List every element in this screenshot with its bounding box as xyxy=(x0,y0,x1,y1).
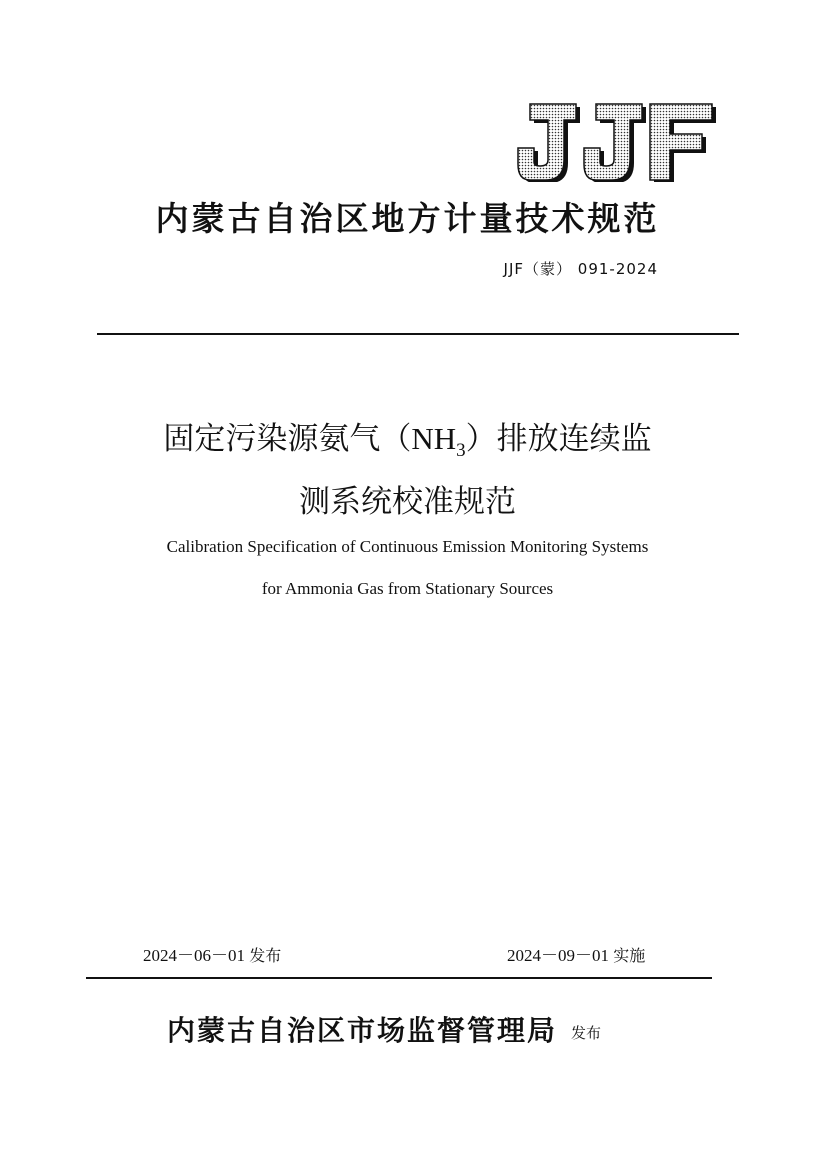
bottom-divider xyxy=(86,977,712,979)
issue-date-label: 发布 xyxy=(249,946,282,965)
implementation-date xyxy=(507,941,645,966)
document-title-en-line1: Calibration Specification of Continuous Emission Monitoring Systems xyxy=(166,537,649,556)
document-code: JJF（蒙） 091-2024 xyxy=(503,260,658,278)
document-title-zh-line2: 测系统校准规范 xyxy=(299,484,516,520)
issue-date xyxy=(143,941,281,966)
issue-date-value: 2024－06－01 xyxy=(143,946,245,965)
implementation-date-label: 实施 xyxy=(613,946,646,965)
title-prefix: 固定污染源氨气（ xyxy=(163,421,412,457)
jjf-logo xyxy=(512,100,718,182)
formula-subscript: 3 xyxy=(456,440,466,462)
title-suffix: ）排放连续监 xyxy=(465,421,652,457)
document-title-en-line2: for Ammonia Gas from Stationary Sources xyxy=(261,579,554,598)
implementation-date-value: 2024－09－01 xyxy=(507,946,609,965)
formula-main: NH xyxy=(411,421,457,456)
top-divider xyxy=(97,333,739,335)
issuing-authority-title: 内蒙古自治区地方计量技术规范 xyxy=(155,199,660,238)
document-title-zh-line1 xyxy=(0,413,815,462)
publisher-name: 内蒙古自治区市场监督管理局 xyxy=(167,1014,558,1047)
publisher-suffix: 发布 xyxy=(571,1024,602,1042)
publisher xyxy=(167,1009,601,1049)
